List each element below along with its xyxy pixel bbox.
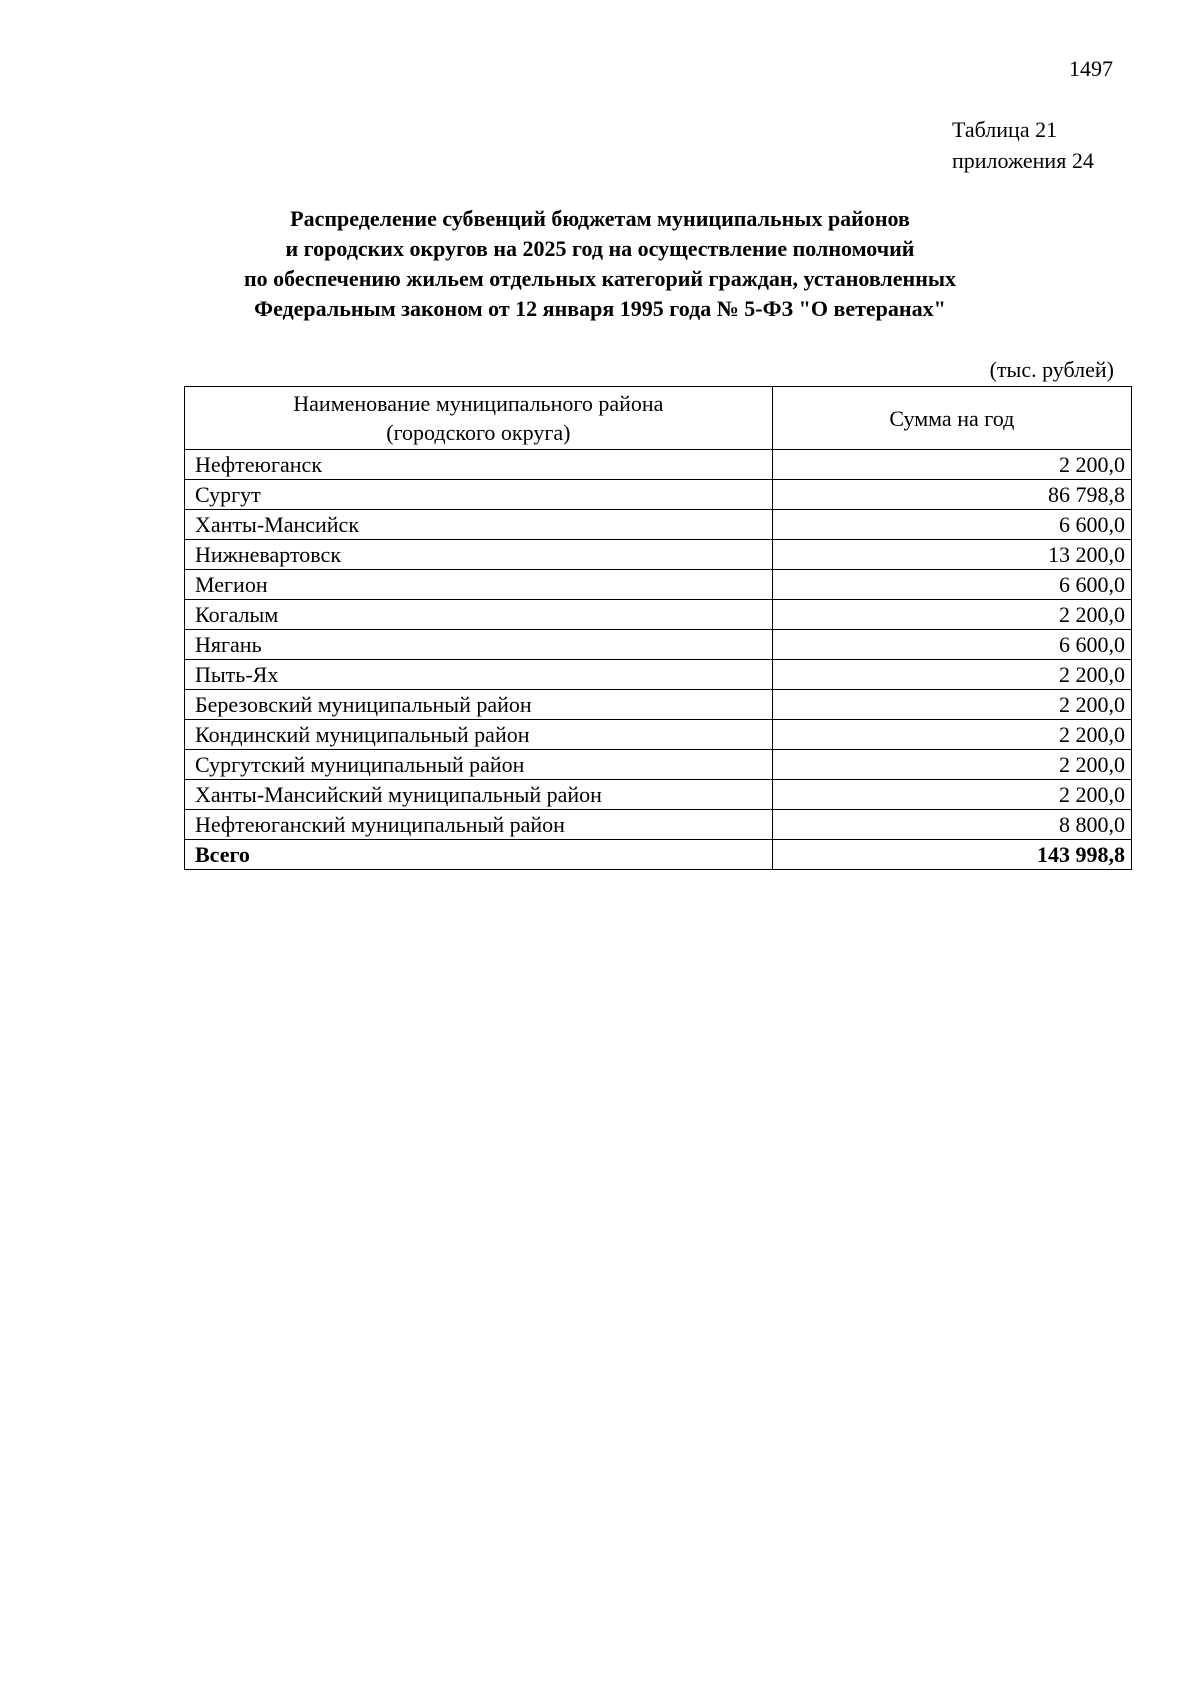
table-reference-line-2: приложения 24 (952, 148, 1094, 173)
column-header-name (185, 387, 773, 450)
row-name-cell: Когалым (185, 600, 773, 630)
table-row (185, 480, 1132, 510)
row-sum-cell: 6 600,0 (772, 570, 1131, 600)
units-label: (тыс. рублей) (989, 357, 1114, 382)
row-sum-cell: 2 200,0 (772, 720, 1131, 750)
table-total-row (185, 840, 1132, 870)
table-reference (952, 114, 1094, 176)
row-sum-cell: 8 800,0 (772, 810, 1131, 840)
row-sum-cell: 13 200,0 (772, 540, 1131, 570)
column-header-name-line-1: Наименование муниципального района (293, 391, 664, 416)
table-row (185, 630, 1132, 660)
table-row (185, 780, 1132, 810)
row-name-cell: Нягань (185, 630, 773, 660)
document-title-line-2: и городских округов на 2025 год на осуществление полномочий (285, 236, 915, 261)
page-number: 1497 (1069, 56, 1113, 81)
total-sum-cell: 143 998,8 (772, 840, 1131, 870)
row-name-cell: Нефтеюганск (185, 450, 773, 480)
row-name-cell: Кондинский муниципальный район (185, 720, 773, 750)
document-title-line-1: Распределение субвенций бюджетам муниципальных районов (290, 206, 910, 231)
row-name-cell: Пыть-Ях (185, 660, 773, 690)
row-name-cell: Сургутский муниципальный район (185, 750, 773, 780)
subventions-table (184, 386, 1132, 870)
row-sum-cell: 86 798,8 (772, 480, 1131, 510)
table-row (185, 690, 1132, 720)
row-sum-cell: 2 200,0 (772, 780, 1131, 810)
table-row (185, 750, 1132, 780)
row-sum-cell: 2 200,0 (772, 660, 1131, 690)
table-body (185, 450, 1132, 870)
row-sum-cell: 2 200,0 (772, 600, 1131, 630)
row-sum-cell: 2 200,0 (772, 450, 1131, 480)
table-row (185, 810, 1132, 840)
column-header-sum: Сумма на год (772, 387, 1131, 450)
table-row (185, 450, 1132, 480)
table-reference-line-1: Таблица 21 (952, 117, 1058, 142)
row-sum-cell: 6 600,0 (772, 510, 1131, 540)
row-sum-cell: 6 600,0 (772, 630, 1131, 660)
table-row (185, 660, 1132, 690)
row-name-cell: Нефтеюганский муниципальный район (185, 810, 773, 840)
table-header-row (185, 387, 1132, 450)
total-name-cell: Всего (185, 840, 773, 870)
document-title (140, 204, 1060, 324)
table-row (185, 510, 1132, 540)
row-name-cell: Ханты-Мансийский муниципальный район (185, 780, 773, 810)
table-row (185, 540, 1132, 570)
row-sum-cell: 2 200,0 (772, 690, 1131, 720)
row-name-cell: Ханты-Мансийск (185, 510, 773, 540)
column-header-name-line-2: (городского округа) (386, 420, 571, 445)
table-row (185, 720, 1132, 750)
row-sum-cell: 2 200,0 (772, 750, 1131, 780)
row-name-cell: Березовский муниципальный район (185, 690, 773, 720)
document-title-line-4: Федеральным законом от 12 января 1995 года № 5-ФЗ "О ветеранах" (254, 296, 946, 321)
table-row (185, 600, 1132, 630)
row-name-cell: Мегион (185, 570, 773, 600)
document-title-line-3: по обеспечению жильем отдельных категорий граждан, установленных (243, 266, 957, 291)
row-name-cell: Сургут (185, 480, 773, 510)
table-row (185, 570, 1132, 600)
row-name-cell: Нижневартовск (185, 540, 773, 570)
